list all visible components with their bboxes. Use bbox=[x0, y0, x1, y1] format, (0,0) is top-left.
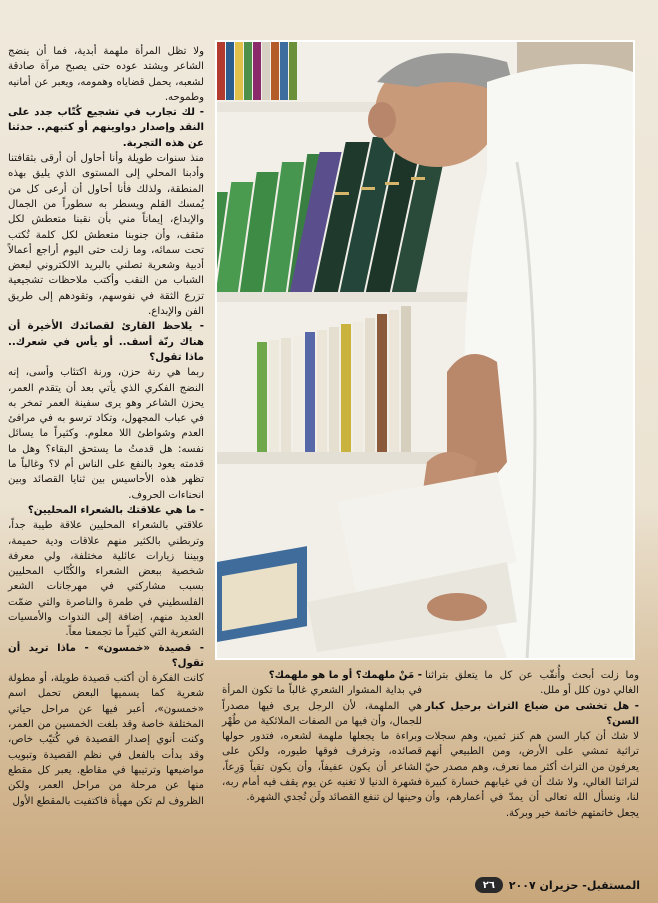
interview-question: - مَنْ ملهمك؟ أو ما هو ملهمك؟ bbox=[268, 670, 422, 681]
photo-illustration bbox=[217, 42, 633, 658]
interview-answer: علاقتي بالشعراء المحليين علاقة طيبة جداً، وتربطني بالكثير منهم علاقات ودية حميمة، وبيننا زيارات عائلية مختلفة، ولي معرفة شخصية ببعض الشعراء والكُتّاب المحليين بسبب مشاركتي في مهرجانات الشعر الفلسطيني في طمرة والناصرة والتي ضمّت العديد منهم، إضافة إلى الندوات والأمسيات الشعرية التي كثيراً ما تجمعنا معاً. bbox=[8, 520, 204, 639]
paragraph: وما زلت أبحث وأُنقّب عن كل ما يتعلق بتراثنا الغالي دون كلل أو ملل. bbox=[425, 670, 639, 697]
interview-question: - هل تخشى من ضياع التراث برحيل كبار السن؟ bbox=[425, 700, 639, 727]
photo-man-at-bookshelf bbox=[215, 40, 635, 660]
interview-answer: ربما هي رنة حزن، ورنة اكتئاب وأسى، إنه النضج الفكري الذي يأتي بعد أن يتقدم العمر، يحزن الشاعر وهو يرى سفينة العمر تمخر به في عباب المجهول، وتكاد ترسو به في مرافئ العدم وشواطئ اللا معلوم. وكثيراً ما يسائل نفسه: هل قدمتُ ما يستحق البقاء؟ وهل ما قدمته يعود بالنفع على الناس أم لا؟ وغالباً ما تظهر هذه الأحاسيس بين ثنايا القصائد وبين انحناءات الحروف. bbox=[8, 367, 204, 501]
page-footer bbox=[470, 876, 640, 894]
interview-answer: منذ سنوات طويلة وأنا أحاول أن أرقى بثقافتنا وأدبنا المحلي إلى المستوى الذي يليق بهذه المنطقة، ولذلك فأنا أحاول أن أرعى كل من يُمسك القلم ويسطر به سطوراً من الجمال والإبداع، إيماناً مني بأن نقبنا متعطش لكل مثقف، وأن جنوبنا متعطش لكل كلمة تُكتب تحت سمائه، وما زلت حتى اليوم أراجع أعمالاً أدبية وشعرية تصلني بالبريد الالكتروني لبعض الشباب من النقب وأكتب ملاحظات تشجيعية تزرع الثقة في نفوسهم، وتقودهم إلى طريق الفن والإبداع. bbox=[8, 153, 204, 318]
interview-answer: في بداية المشوار الشعري غالباً ما تكون المرأة هي الملهمة، لأن الرجل يرى فيها مصدراً للجمال، وأن فيها من الصفات الملائكية من طُهْر وبراءة ما يجعلها ملهمة لشعره، فتدور حولها قصائده، وترفرف فوقها طيوره، ولكن على الشاعر أن يكون عفيفاً، وأن يكون تقياً وَرِعاً، فشهرة الدنيا لا تغنيه عن يوم يقف فيه أمام ربه، وحينها لن تنفع القصائد ولَن تُجدي الشهرة. bbox=[222, 685, 422, 804]
paragraph: ولا تظل المرأة ملهمة أبدية، فما أن ينضج الشاعر ويشتد عوده حتى يصبح مرآة صادقة لشعبه، يحمل قضاياه وهمومه، ويعبر عن أمانيه وطموحه. bbox=[8, 46, 204, 103]
middle-text-column bbox=[222, 668, 422, 806]
magazine-issue-label: المستقبل- حزيران ٢٠٠٧ bbox=[508, 878, 640, 892]
right-text-column bbox=[425, 668, 639, 821]
left-text-column bbox=[8, 44, 204, 809]
interview-answer: لا شك أن كبار السن هم كنز ثمين، وهم سجلات تراثية تمشي على الأرض، ومن الطبيعي أنهم يعرفون من التراث أكثر مما نعرف، وهم مصدر حيّ لتراثنا الغالي، ولا شك أن في غيابهم خسارة كبيرة لنا، ونسأل الله تعالى أن يمدّ في أعمارهم، وأن يجعل خاتمتهم خاتمة خير وبركة. bbox=[425, 731, 639, 819]
interview-question: - يلاحظ القارئ لقصائدك الأخيرة أن هناك رنّة أسف.. أو يأس في شعرك.. ماذا تقول؟ bbox=[8, 321, 204, 363]
interview-question: - ما هي علاقتك بالشعراء المحليين؟ bbox=[27, 504, 204, 516]
page-number: ٢٦ bbox=[475, 877, 503, 893]
interview-question: - قصيدة «خمسون» - ماذا تريد أن تقول؟ bbox=[8, 642, 204, 669]
interview-answer: كانت الفكرة أن أكتب قصيدة طويلة، أو مطولة شعرية كما يسميها البعض تحمل اسم «خمسون»، أعبر فيها عن مراحل حياتي المختلفة خاصة وقد بلغت الخمسين من العمر، وكنت أنوي إصدار القصيدة في كُتيّب خاص، وقد بدأت بالفعل في نظم القصيدة وتبويب مواضيعها وترتيبها في مقاطع. يعبر كل مقطع منها عن مرحلة من مراحل العمر، ولكن الظروف لم تكن مهيأة فاكتفيت بالمقطع الأول bbox=[8, 673, 204, 807]
interview-question: - لك تجارب في تشجيع كُتّاب جدد على النقد وإصدار دواوينهم أو كتبهم.. حدثنا عن هذه التجربة. bbox=[8, 107, 204, 149]
